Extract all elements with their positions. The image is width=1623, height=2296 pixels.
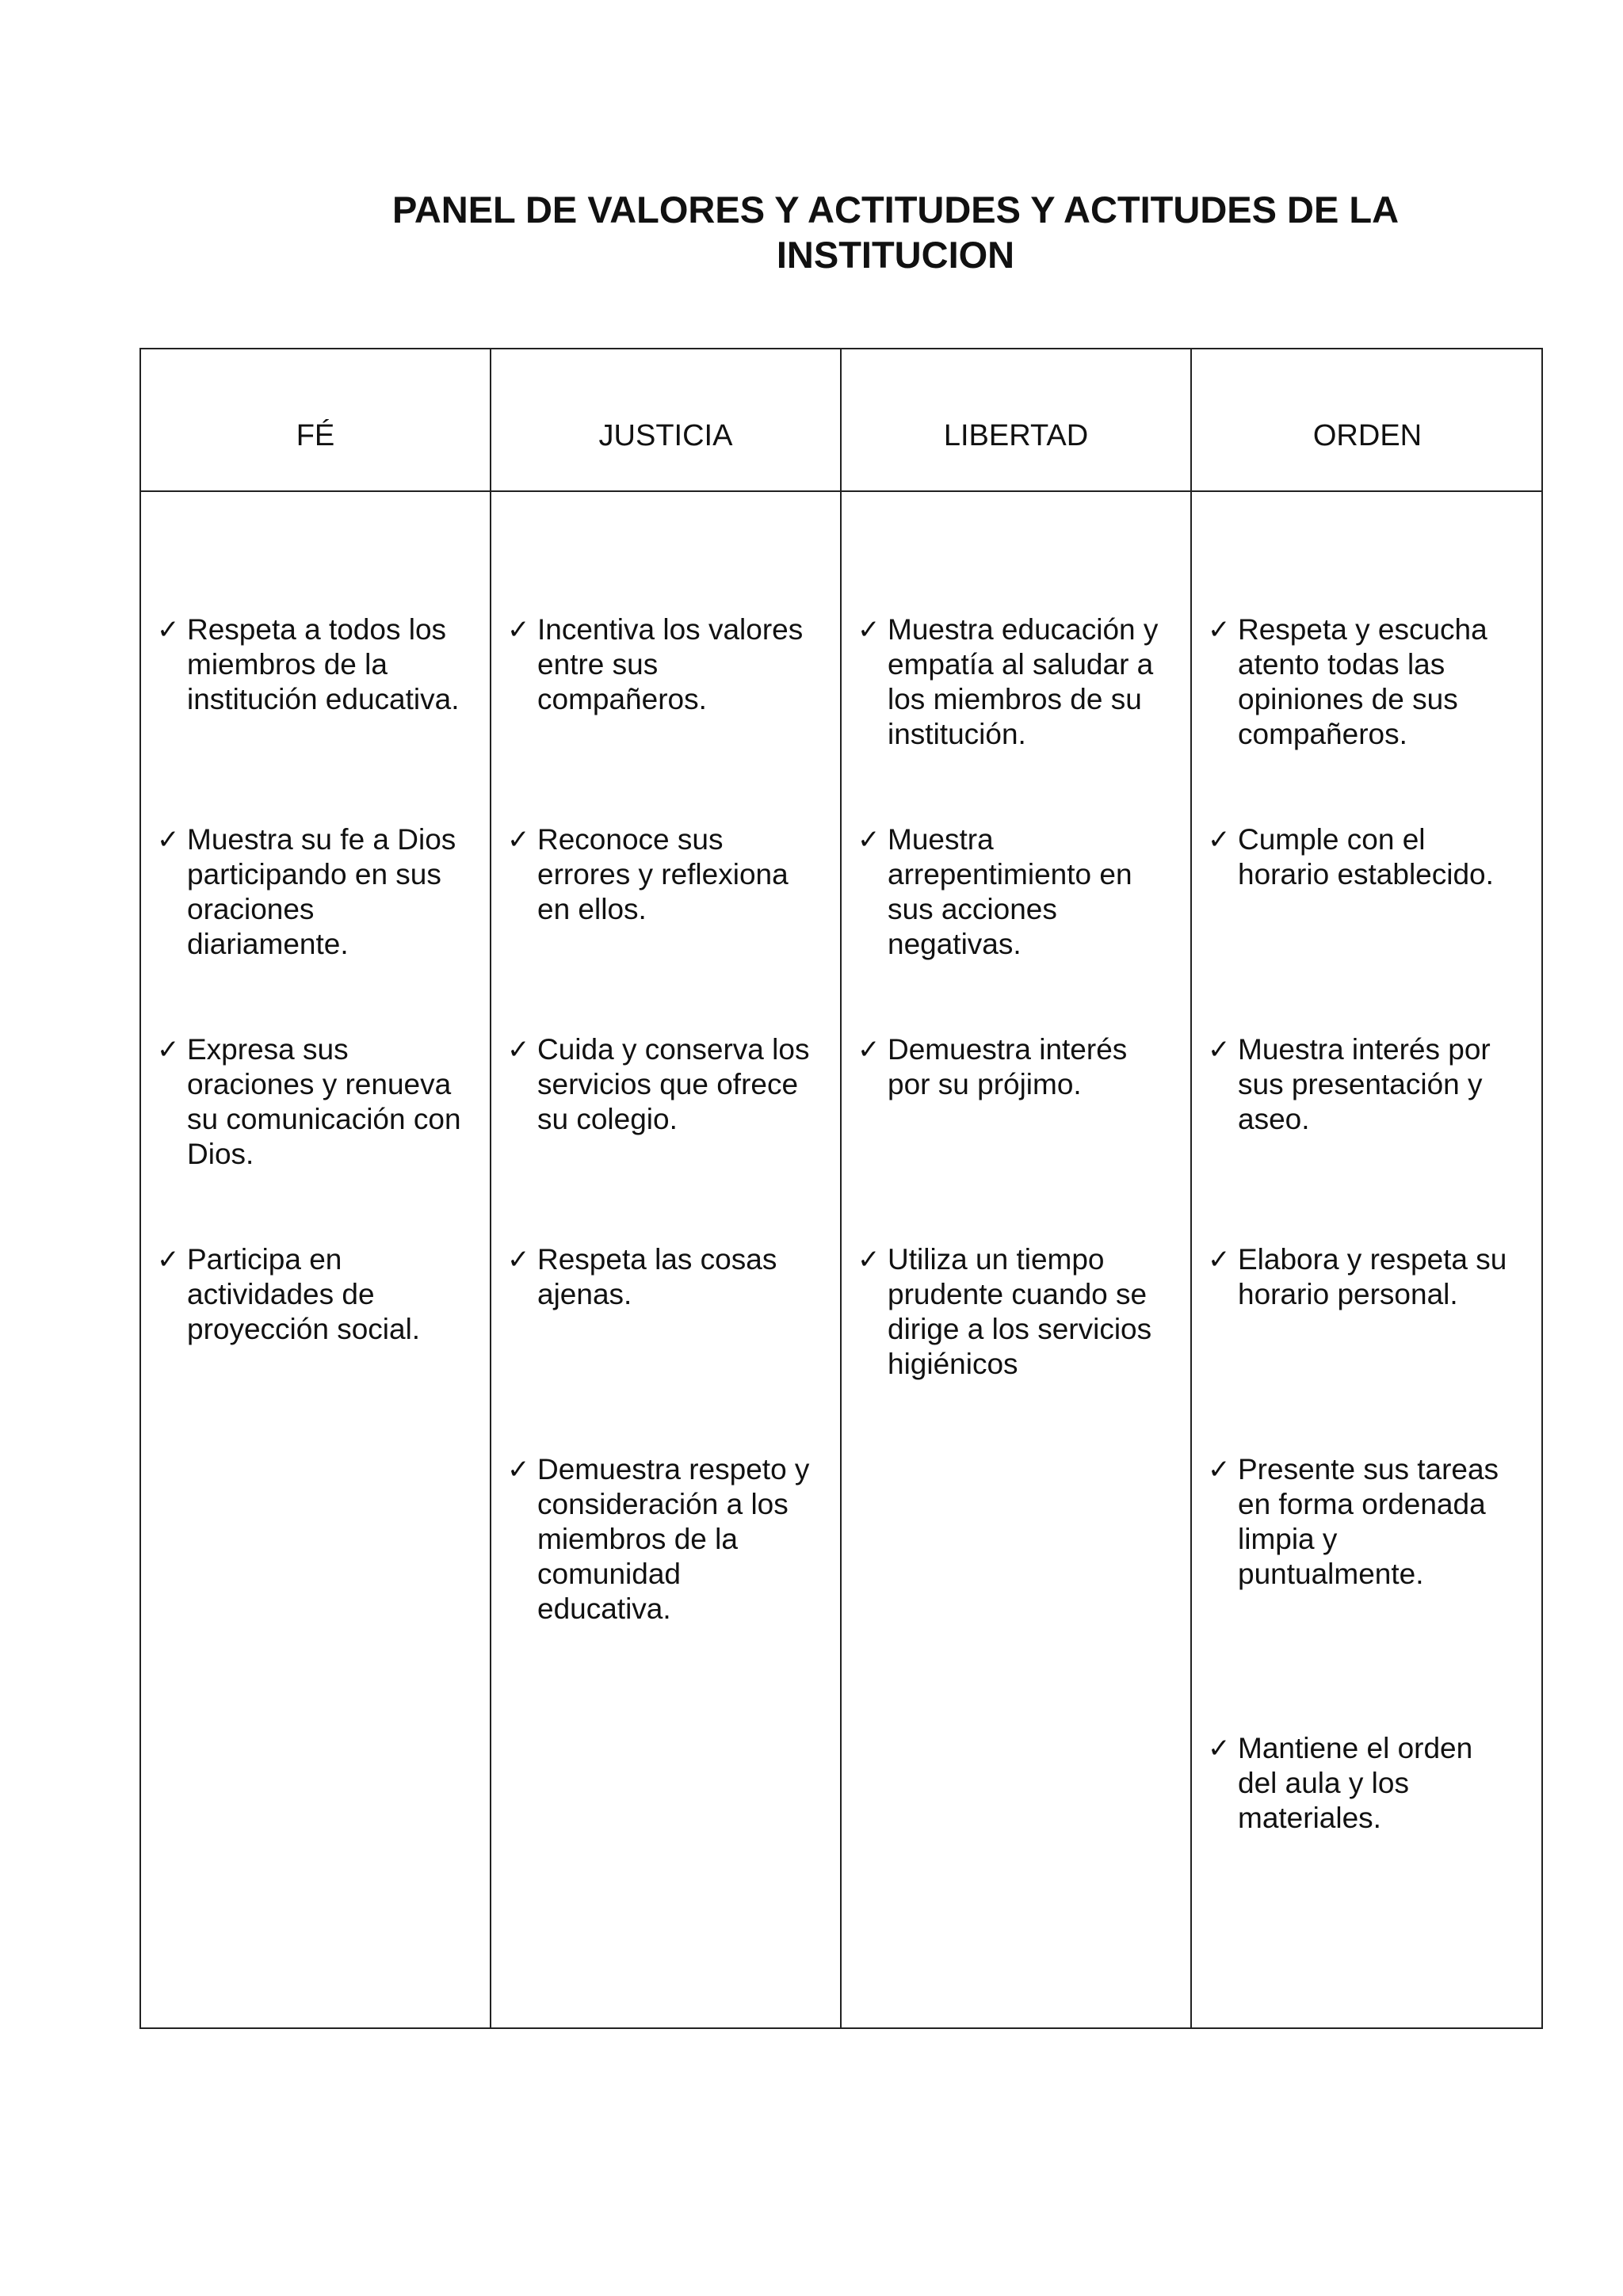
checkmark-icon: ✓ [157,1034,180,1066]
list-item [141,612,464,717]
list-item [491,1242,815,1312]
column-divider [840,349,842,2027]
list-item [842,1242,1165,1382]
checkmark-icon: ✓ [507,614,530,646]
checkmark-icon: ✓ [857,1034,880,1066]
checkmark-icon: ✓ [507,824,530,856]
list-item-text: Cuida y conserva los servicios que ofrece su colegio. [537,1033,810,1135]
checkmark-icon: ✓ [1208,1454,1231,1486]
list-item-text: Respeta a todos los miembros de la institución educativa. [187,613,460,715]
list-item [491,1452,815,1627]
header-justicia: JUSTICIA [598,418,733,452]
column-divider [490,349,491,2027]
checkmark-icon: ✓ [1208,1034,1231,1066]
list-item [1192,1032,1515,1137]
list-item [141,822,464,962]
header-orden: ORDEN [1312,418,1423,452]
checkmark-icon: ✓ [157,824,180,856]
checkmark-icon: ✓ [507,1244,530,1276]
list-item-text: Demuestra interés por su prójimo. [888,1033,1128,1100]
list-item-text: Cumple con el horario establecido. [1238,823,1494,891]
checkmark-icon: ✓ [157,1244,180,1276]
checkmark-icon: ✓ [1208,824,1231,856]
list-item-text: Muestra interés por sus presentación y aseo. [1238,1033,1491,1135]
list-item-text: Elabora y respeta su horario personal. [1238,1243,1507,1310]
list-item [1192,612,1515,752]
checkmark-icon: ✓ [1208,1733,1231,1764]
page-title [143,187,1623,277]
list-item [1192,1731,1515,1836]
checkmark-icon: ✓ [507,1034,530,1066]
list-item-text: Incentiva los valores entre sus compañeros. [537,613,804,715]
list-item-text: Utiliza un tiempo prudente cuando se dirige a los servicios higiénicos [888,1243,1152,1380]
list-item-text: Participa en actividades de proyección social. [187,1243,421,1345]
list-item-text: Mantiene el orden del aula y los materiales. [1238,1732,1473,1834]
checkmark-icon: ✓ [1208,1244,1231,1276]
list-item-text: Reconoce sus errores y reflexiona en ellos. [537,823,789,925]
list-item-text: Presente sus tareas en forma ordenada limpia y puntualmente. [1238,1453,1499,1590]
list-item [842,612,1165,752]
list-item [1192,1452,1515,1592]
list-item-text: Respeta y escucha atento todas las opiniones de sus compañeros. [1238,613,1487,750]
title-line-2: INSTITUCION [776,234,1015,276]
list-item [1192,822,1515,892]
checkmark-icon: ✓ [507,1454,530,1486]
checkmark-icon: ✓ [857,824,880,856]
list-item [842,1032,1165,1102]
list-item [1192,1242,1515,1312]
list-item [141,1032,464,1172]
title-line-1: PANEL DE VALORES Y ACTITUDES Y ACTITUDES DE LA [391,189,1400,231]
header-divider [141,490,1541,492]
list-item-text: Muestra educación y empatía al saludar a los miembros de su institución. [888,613,1159,750]
checkmark-icon: ✓ [1208,614,1231,646]
header-fe: FÉ [296,418,335,452]
list-item [141,1242,464,1347]
header-libertad: LIBERTAD [943,418,1089,452]
list-item [491,822,815,927]
list-item-text: Muestra arrepentimiento en sus acciones negativas. [888,823,1132,960]
list-item [842,822,1165,962]
list-item-text: Respeta las cosas ajenas. [537,1243,777,1310]
list-item [491,612,815,717]
list-item-text: Muestra su fe a Dios participando en sus oraciones diariamente. [187,823,456,960]
list-item [491,1032,815,1137]
checkmark-icon: ✓ [857,614,880,646]
values-table [139,348,1543,2029]
list-item-text: Expresa sus oraciones y renueva su comunicación con Dios. [187,1033,461,1170]
list-item-text: Demuestra respeto y consideración a los miembros de la comunidad educativa. [537,1453,810,1625]
checkmark-icon: ✓ [157,614,180,646]
checkmark-icon: ✓ [857,1244,880,1276]
